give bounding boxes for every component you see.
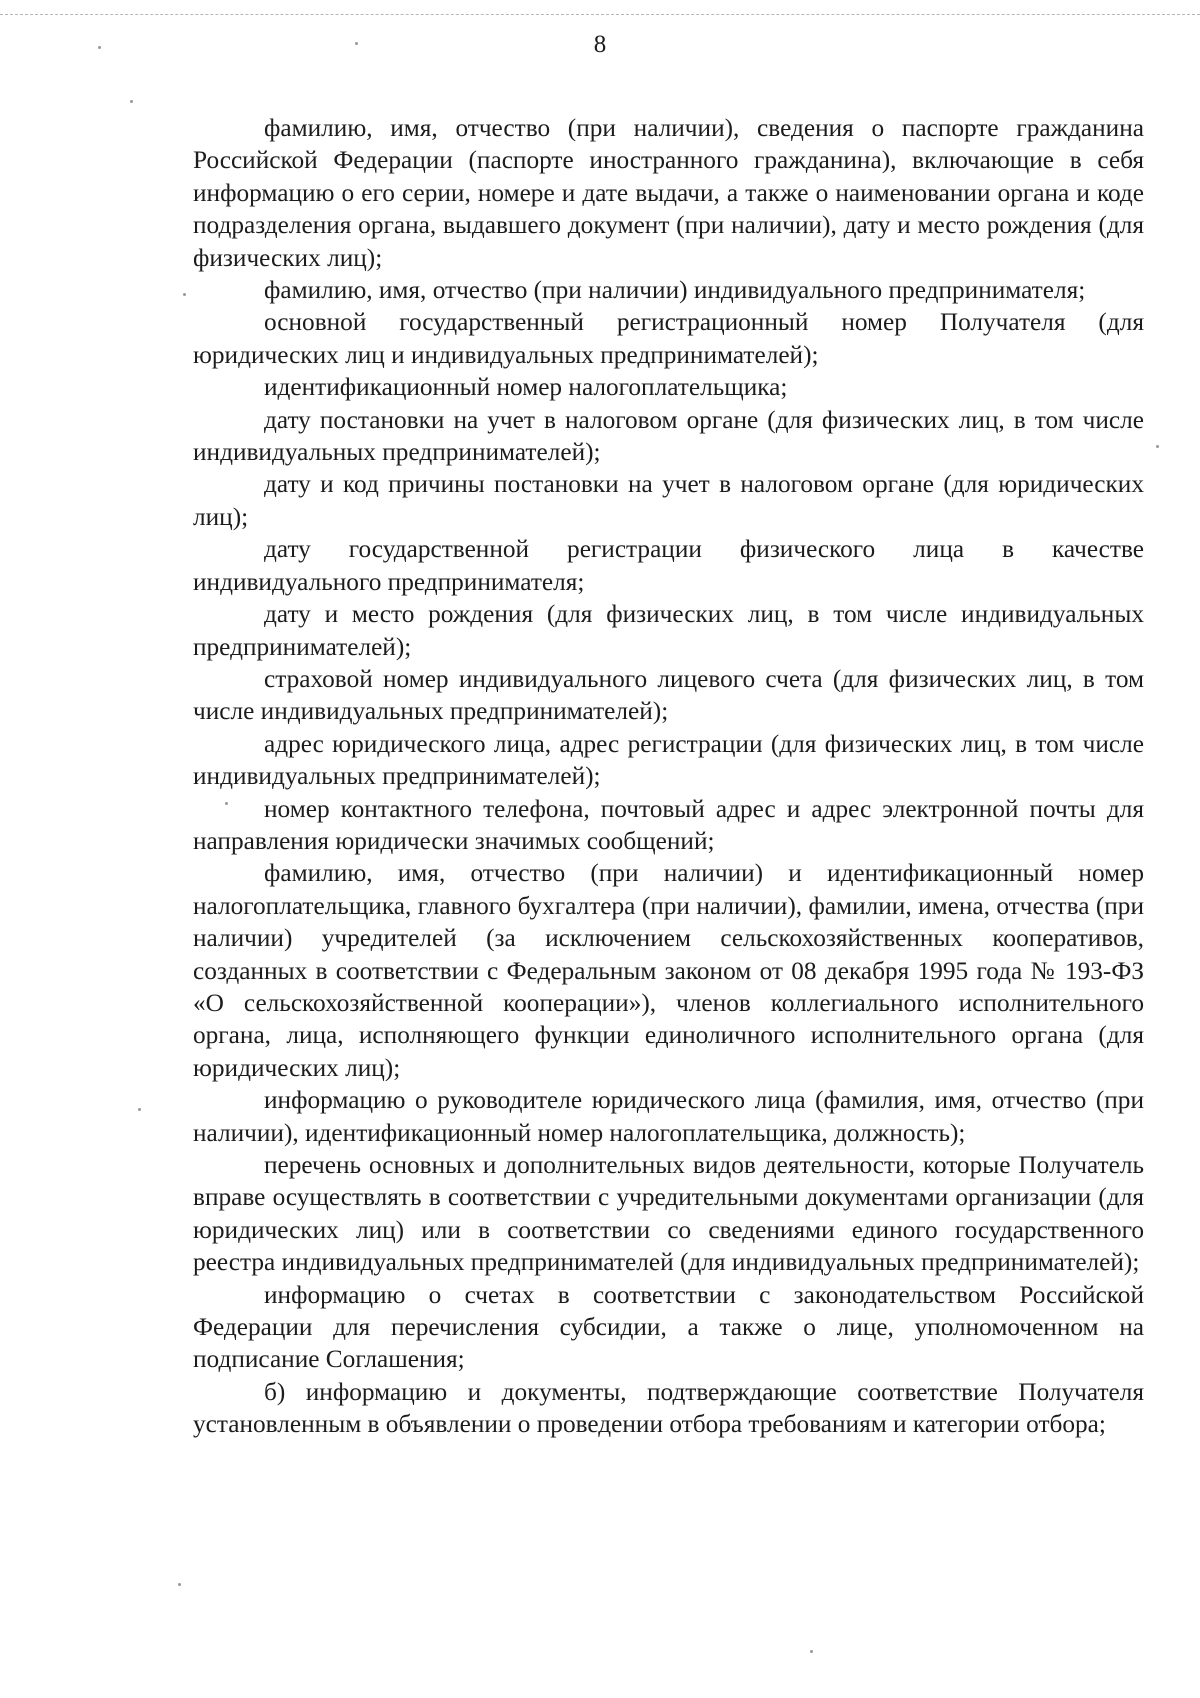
paragraph-state-registration-date: дату государственной регистрации физического лица в качестве индивидуального предпринимателя;: [193, 535, 1144, 596]
paragraph-bank-accounts: информацию о счетах в соответствии с законодательством Российской Федерации для перечисления субсидии, а также о лице, уполномоченном на подписание Соглашения;: [193, 1280, 1144, 1374]
document-body: [193, 112, 1144, 1441]
paragraph-item-b: б) информацию и документы, подтверждающие соответствие Получателя установленным в объявлении о проведении отбора требованиям и категории отбора;: [193, 1377, 1144, 1439]
scan-speck: [810, 1650, 813, 1653]
scan-speck: [178, 1583, 181, 1586]
scan-speck: [138, 1108, 141, 1111]
paragraph-accountant-founders: фамилию, имя, отчество (при наличии) и идентификационный номер налогоплательщика, главного бухгалтера (при наличии), фамилии, имена, отчества (при наличии) учредителей (за исключением сельскохозяйственных кооперативов, созданных в соответствии с Федеральным законом от 08 декабря 1995 года № 193-ФЗ «О сельскохозяйственной кооперации»), членов коллегиального исполнительного органа, лица, исполняющего функции единоличного исполнительного органа (для юридических лиц);: [193, 859, 1144, 1082]
paragraph-head-info: информацию о руководителе юридического лица (фамилия, имя, отчество (при наличии), идентификационный номер налогоплательщика, должность);: [193, 1086, 1144, 1147]
paragraph-inn: идентификационный номер налогоплательщика;: [264, 373, 788, 402]
paragraph-passport-details: фамилию, имя, отчество (при наличии), сведения о паспорте гражданина Российской Федерации (паспорте иностранного гражданина), включающие в себя информацию о его серии, номере и дате выдачи, а также о наименовании органа и коде подразделения органа, выдавшего документ (при наличии), дату и место рождения (для физических лиц);: [193, 114, 1144, 272]
page-number: 8: [593, 31, 607, 58]
paragraph-contacts: номер контактного телефона, почтовый адрес и адрес электронной почты для направления юридически значимых сообщений;: [193, 794, 1144, 855]
paragraph-activity-types: перечень основных и дополнительных видов деятельности, которые Получатель вправе осуществлять в соответствии с учредительными документами организации (для юридических лиц) или в соответствии со сведениями единого государственного реестра индивидуальных предпринимателей (для индивидуальных предпринимателей);: [193, 1151, 1144, 1277]
paragraph-snils: страховой номер индивидуального лицевого счета (для физических лиц, в том числе индивидуальных предпринимателей);: [193, 664, 1144, 726]
paragraph-tax-registration-code: дату и код причины постановки на учет в налоговом органе (для юридических лиц);: [193, 470, 1144, 531]
paragraph-birth-date-place: дату и место рождения (для физических лиц, в том числе индивидуальных предпринимателей);: [193, 600, 1144, 661]
scan-speck: [1156, 445, 1159, 448]
scan-top-edge: [0, 14, 1200, 25]
scan-speck: [130, 100, 133, 103]
scan-speck: [225, 802, 228, 805]
paragraph-entrepreneur-name: фамилию, имя, отчество (при наличии) индивидуального предпринимателя;: [264, 276, 1086, 305]
paragraph-tax-registration-date: дату постановки на учет в налоговом органе (для физических лиц, в том числе индивидуальных предпринимателей);: [193, 405, 1144, 467]
scan-speck: [98, 46, 101, 49]
scan-speck: [355, 42, 358, 45]
scan-speck: [183, 293, 186, 296]
paragraph-ogrn: основной государственный регистрационный номер Получателя (для юридических лиц и индивидуальных предпринимателей);: [193, 308, 1144, 369]
paragraph-address: адрес юридического лица, адрес регистрации (для физических лиц, в том числе индивидуальных предпринимателей);: [193, 729, 1144, 791]
